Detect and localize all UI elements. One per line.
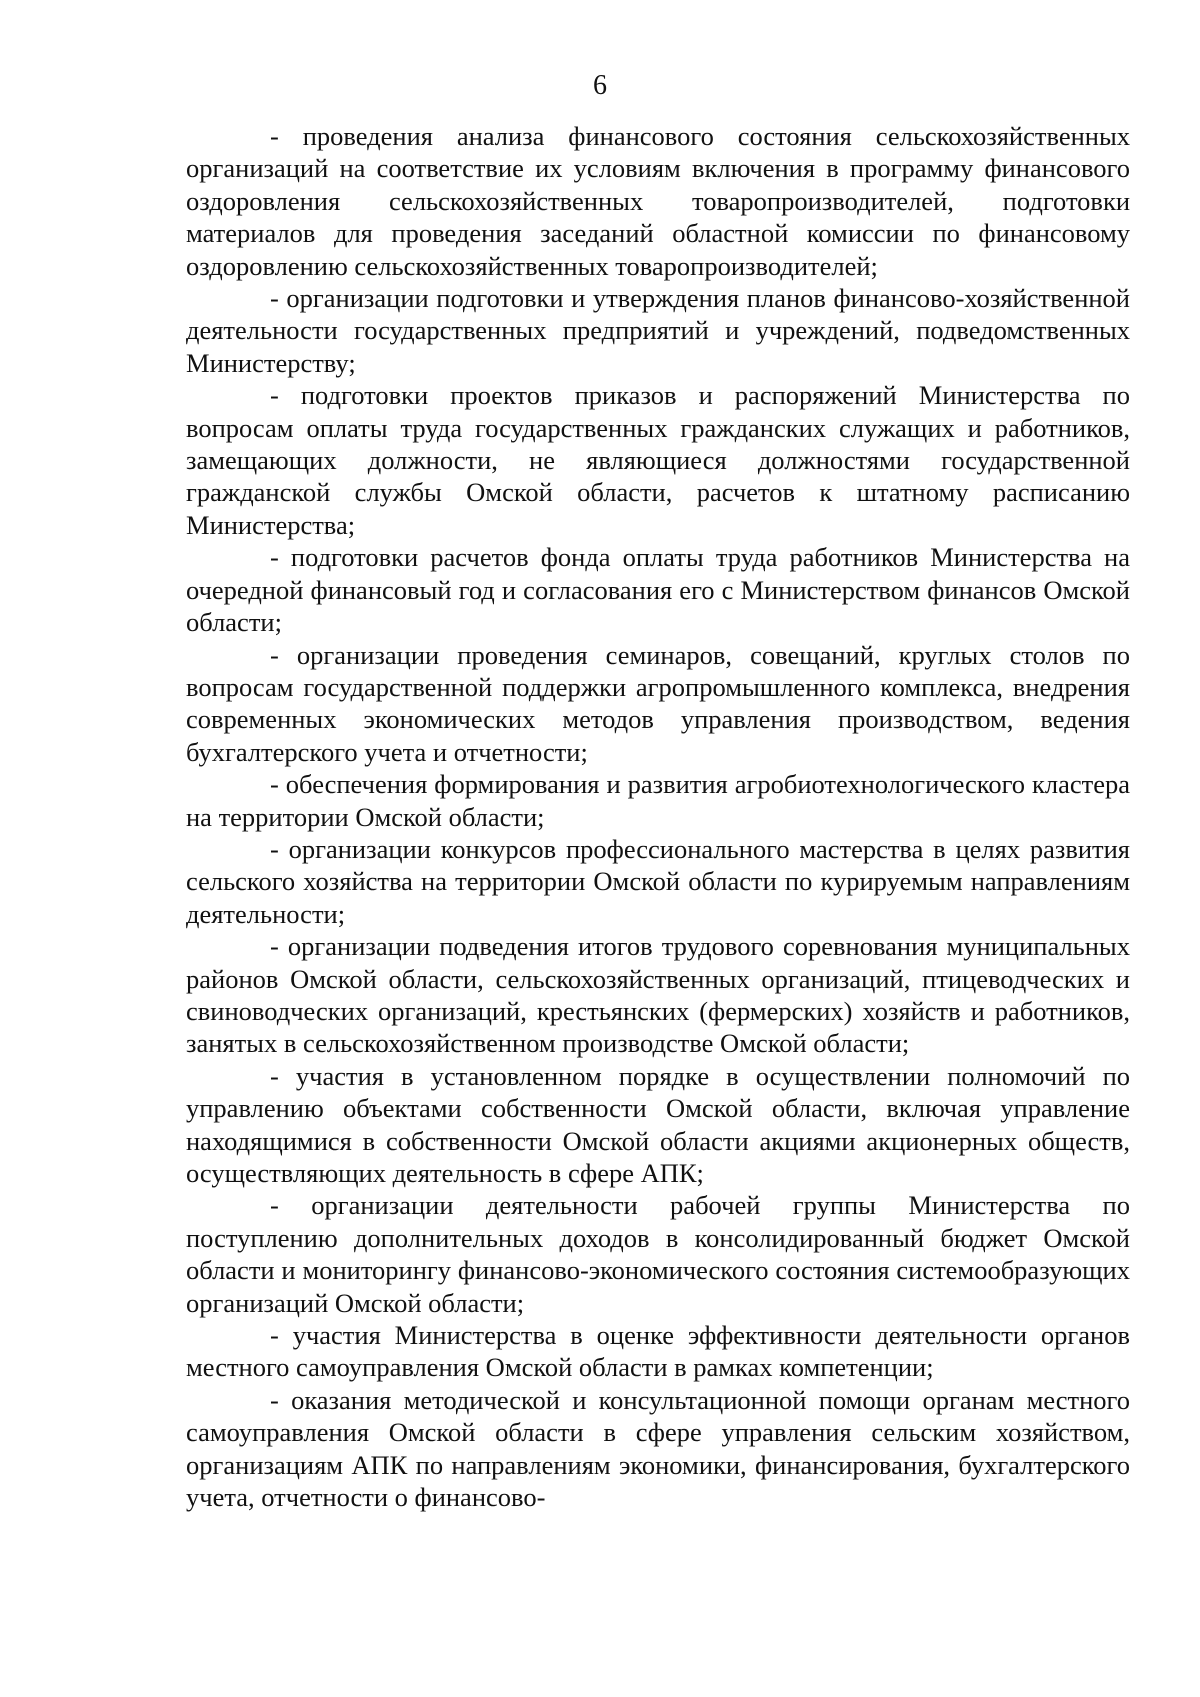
- paragraph-orders-drafts: - подготовки проектов приказов и распоряжений Министерства по вопросам оплаты труда государственных гражданских служащих и работников, замещающих должности, не являющиеся должностями государственной гражданской службы Омской области, расчетов к штатному расписанию Министерства;: [186, 380, 1130, 540]
- paragraph-seminars: - организации проведения семинаров, совещаний, круглых столов по вопросам государственной поддержки агропромышленного комплекса, внедрения современных экономических методов управления производством, ведения бухгалтерского учета и отчетности;: [186, 639, 1130, 767]
- paragraph-methodical-assistance: - оказания методической и консультационной помощи органам местного самоуправления Омской области в сфере управления сельским хозяйством, организациям АПК по направлениям экономики, финансирования, бухгалтерского учета, отчетности о финансово-: [186, 1384, 1130, 1513]
- document-body: [186, 120, 1130, 1513]
- paragraph-payroll-fund: - подготовки расчетов фонда оплаты труда работников Министерства на очередной финансовый год и согласования его с Министерством финансов Омской области;: [186, 542, 1130, 638]
- page-number: 6: [593, 70, 607, 101]
- paragraph-property-management: - участия в установленном порядке в осуществлении полномочий по управлению объектами собственности Омской области, включая управление находящимися в собственности Омской области акциями акционерных обществ, осуществляющих деятельность в сфере АПК;: [186, 1060, 1130, 1188]
- paragraph-efficiency-assessment: - участия Министерства в оценке эффективности деятельности органов местного самоуправления Омской области в рамках компетенции;: [186, 1320, 1130, 1383]
- paragraph-labor-competition: - организации подведения итогов трудового соревнования муниципальных районов Омской области, сельскохозяйственных организаций, птицеводческих и свиноводческих организаций, крестьянских (фермерских) хозяйств и работников, занятых в сельскохозяйственном производстве Омской области;: [186, 931, 1130, 1059]
- paragraph-competitions: - организации конкурсов профессионального мастерства в целях развития сельского хозяйства на территории Омской области по курируемым направлениям деятельности;: [186, 833, 1130, 929]
- paragraph-financial-analysis: - проведения анализа финансового состояния сельскохозяйственных организаций на соответствие их условиям включения в программу финансового оздоровления сельскохозяйственных товаропроизводителей, подготовки материалов для проведения заседаний областной комиссии по финансовому оздоровлению сельскохозяйственных товаропроизводителей;: [186, 121, 1130, 281]
- paragraph-working-group: - организации деятельности рабочей группы Министерства по поступлению дополнительных доходов в консолидированный бюджет Омской области и мониторингу финансово-экономического состояния системообразующих организаций Омской области;: [186, 1190, 1130, 1318]
- paragraph-biotech-cluster: - обеспечения формирования и развития агробиотехнологического кластера на территории Омской области;: [186, 769, 1130, 832]
- paragraph-business-plans: - организации подготовки и утверждения планов финансово-хозяйственной деятельности государственных предприятий и учреждений, подведомственных Министерству;: [186, 283, 1130, 378]
